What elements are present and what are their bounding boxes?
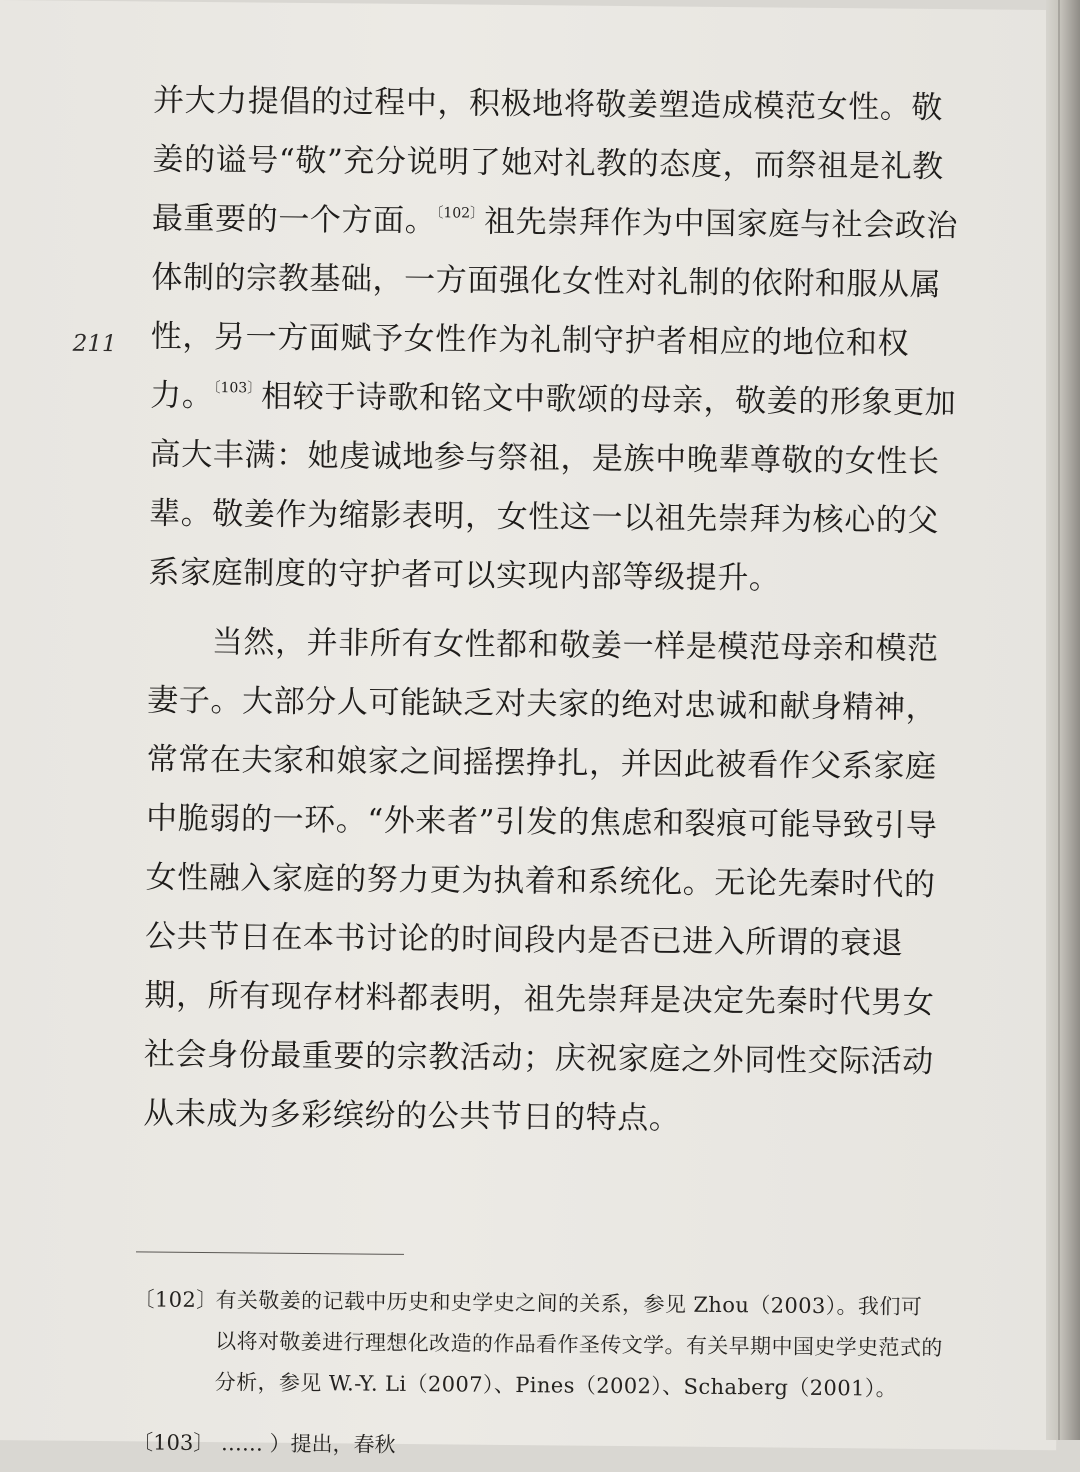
margin-page-number: 211 <box>72 330 117 358</box>
footnote-ref-102: 〔102〕 <box>436 205 485 222</box>
footnote-102-mark: 〔102〕 <box>133 1287 218 1313</box>
paragraph-1-part-b: 祖先崇拜作为中国家庭与社会政治体制的宗教基础，一方面强化女性对礼制的依附和服从属性，另一方面赋予女性作为礼制守护者相应的地位和权力。 <box>150 203 959 415</box>
main-text-block <box>143 71 963 1151</box>
footnote-103-partial: 〔103〕 …… ）提出，春秋 <box>132 1430 396 1457</box>
footnote-102 <box>133 1279 944 1410</box>
paragraph-1-part-a: 并大力提倡的过程中，积极地将敬姜塑造成模范女性。敬姜的谥号“敬”充分说明了她对礼教的态度，而祭祖是礼教最重要的一个方面。 <box>151 82 944 240</box>
paragraph-1 <box>148 71 963 610</box>
footnote-ref-103: 〔103〕 <box>213 380 262 397</box>
paragraph-1-part-c: 相较于诗歌和铭文中歌颂的母亲，敬姜的形象更加高大丰满：她虔诚地参与祭祖，是族中晚辈尊敬的女性长辈。敬姜作为缩影表明，女性这一以祖先崇拜为核心的父系家庭制度的守护者可以实现内部等级提升。 <box>148 378 957 597</box>
footnote-divider <box>136 1251 404 1255</box>
page-stack-edge <box>1046 0 1080 1440</box>
paragraph-2: 当然，并非所有女性都和敬姜一样是模范母亲和模范妻子。大部分人可能缺乏对夫家的绝对忠诚和献身精神，常常在夫家和娘家之间摇摆挣扎，并因此被看作父系家庭中脆弱的一环。“外来者”引发的焦虑和裂痕可能导致引导女性融入家庭的努力更为执着和系统化。无论先秦时代的公共节日在本书讨论的时间段内是否已进入所谓的衰退期，所有现存材料都表明，祖先崇拜是决定先秦时代男女社会身份最重要的宗教活动；庆祝家庭之外同性交际活动从未成为多彩缤纷的公共节日的特点。 <box>143 624 939 1137</box>
page-stack-line <box>1058 0 1060 1440</box>
footnote-102-text: 有关敬姜的记载中历史和史学史之间的关系，参见 Zhou（2003）。我们可以将对敬姜进行理想化改造的作品看作圣传文学。有关早期中国史学史范式的分析，参见 W.-Y. Li（2007）、Pines（2002）、Schaberg（2001）。 <box>214 1288 943 1401</box>
